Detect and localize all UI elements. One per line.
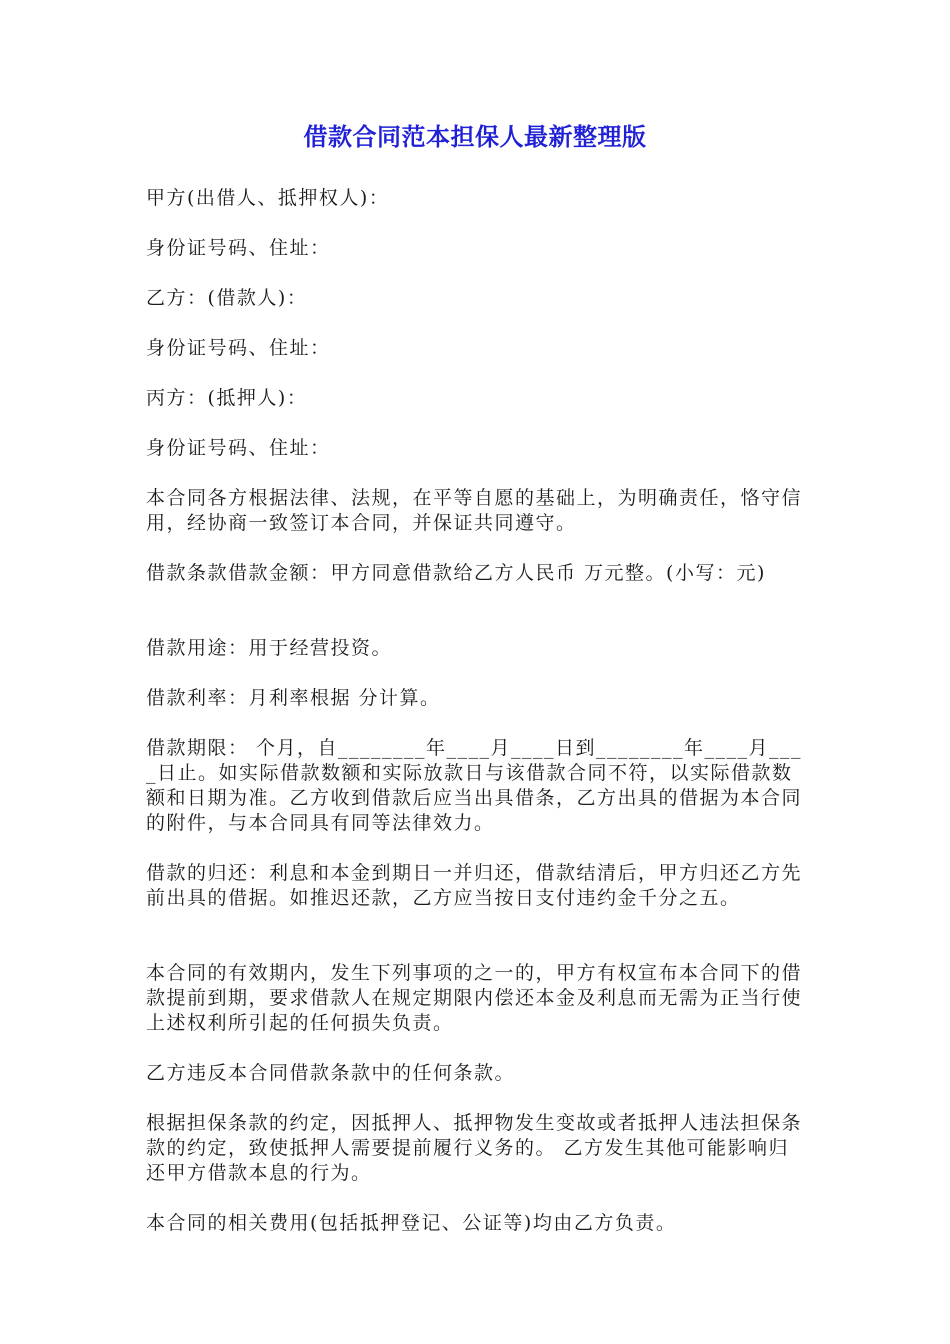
paragraph-party-a: 甲方(出借人、抵押权人)： [146,187,390,209]
paragraph-preamble: 本合同各方根据法律、法规，在平等自愿的基础上，为明确责任，恪守信用，经协商一致签订本合同，并保证共同遵守。 [146,487,803,534]
paragraph-party-a-id: 身份证号码、住址： [146,237,331,259]
paragraph-acceleration: 本合同的有效期内，发生下列事项的之一的，甲方有权宣布本合同下的借款提前到期，要求借款人在规定期限内偿还本金及利息而无需为正当行使上述权利所引起的任何损失负责。 [146,962,803,1034]
paragraph-breach: 乙方违反本合同借款条款中的任何条款。 [146,1062,516,1084]
paragraph-loan-term: 借款期限： 个月，自________年____月____日到________年____月____日止。如实际借款数额和实际放款日与该借款合同不符，以实际借款数额和日期为准。乙方收到借款后应当出具借条，乙方出具的借据为本合同的附件，与本合同具有同等法律效力。 [146,737,803,834]
paragraph-party-b: 乙方：(借款人)： [146,287,308,309]
paragraph-party-b-id: 身份证号码、住址： [146,337,331,359]
paragraph-fees: 本合同的相关费用(包括抵押登记、公证等)均由乙方负责。 [146,1212,677,1234]
paragraph-loan-amount: 借款条款借款金额：甲方同意借款给乙方人民币 万元整。(小写：元) [146,562,766,584]
paragraph-loan-purpose: 借款用途：用于经营投资。 [146,637,393,659]
paragraph-repayment: 借款的归还：利息和本金到期日一并归还，借款结清后，甲方归还乙方先前出具的借据。如推迟还款，乙方应当按日支付违约金千分之五。 [146,862,803,909]
document-title: 借款合同范本担保人最新整理版 [303,123,647,151]
paragraph-party-c: 丙方：(抵押人)： [146,387,308,409]
paragraph-loan-rate: 借款利率：月利率根据 分计算。 [146,687,441,709]
paragraph-guarantee: 根据担保条款的约定，因抵押人、抵押物发生变故或者抵押人违法担保条款的约定，致使抵押人需要提前履行义务的。 乙方发生其他可能影响归还甲方借款本息的行为。 [146,1112,803,1184]
paragraph-party-c-id: 身份证号码、住址： [146,437,331,459]
